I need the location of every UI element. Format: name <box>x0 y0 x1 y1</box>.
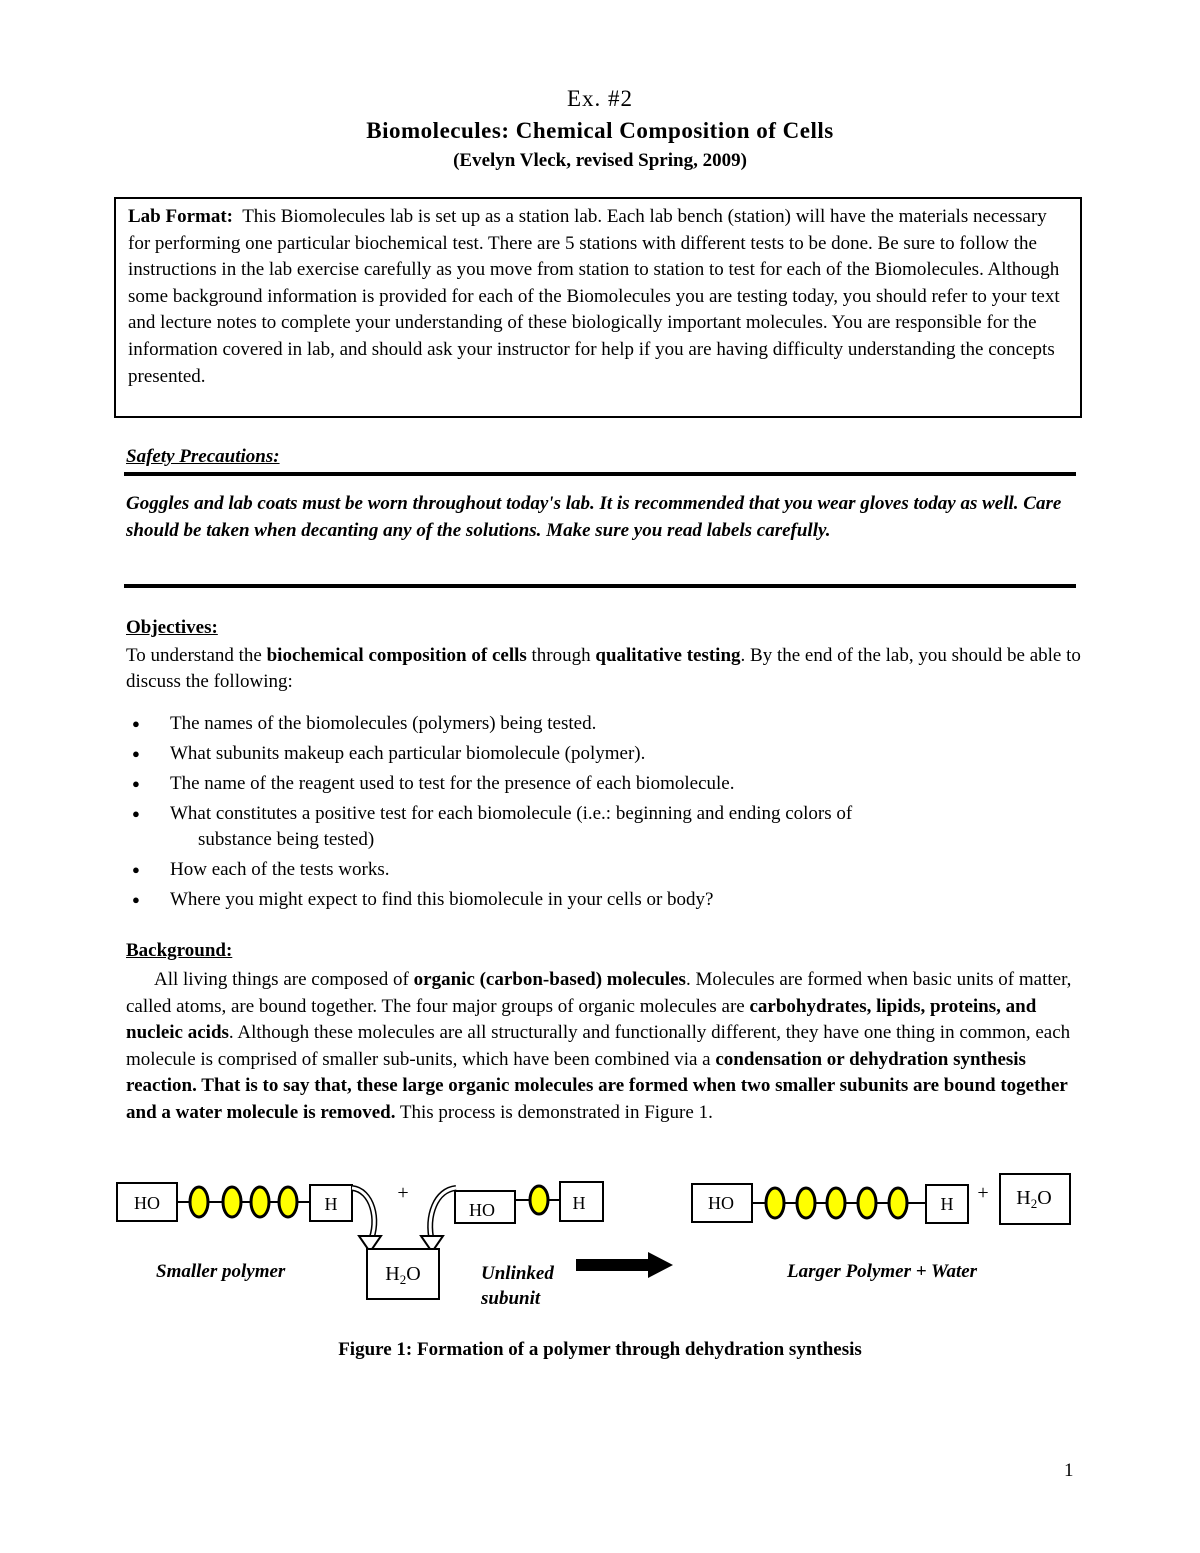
exercise-number: Ex. #2 <box>566 86 634 111</box>
objectives-intro-bold-1: biochemical composition of cells <box>266 645 527 666</box>
page-number: 1 <box>1064 1460 1074 1481</box>
label-smaller-polymer: Smaller polymer <box>156 1261 286 1282</box>
subunit-icon <box>251 1187 269 1217</box>
list-item-text: What constitutes a positive test for each biomolecule (i.e.: beginning and ending colors of <box>170 803 853 824</box>
lab-format-box <box>114 197 1082 418</box>
subunit-icon <box>530 1186 548 1214</box>
objectives-list <box>126 711 1076 917</box>
background-heading: Background: <box>126 940 233 961</box>
author-line: (Evelyn Vleck, revised Spring, 2009) <box>453 150 747 171</box>
objectives-intro-text-2: through <box>526 645 596 666</box>
list-item: ● The name of the reagent used to test for the presence of each biomolecule. <box>126 771 1076 797</box>
background-bold-1: organic (carbon-based) molecules <box>413 969 686 990</box>
h-label-middle: H <box>572 1193 586 1213</box>
ho-label-right: HO <box>708 1193 734 1213</box>
lab-format-label: Lab Format: <box>128 206 234 227</box>
list-item <box>126 801 1076 853</box>
ho-label-left: HO <box>134 1193 160 1213</box>
list-item: ● Where you might expect to find this biomolecule in your cells or body? <box>126 887 1076 913</box>
h-label-right: H <box>940 1194 954 1214</box>
figure-caption: Figure 1: Formation of a polymer through dehydration synthesis <box>338 1339 862 1360</box>
lab-format-text: This Biomolecules lab is set up as a station lab. Each lab bench (station) will have the materials necessary for performing one particular biochemical test. There are 5 stations with different tests to be done. Be sure to follow the instructions in the lab exercise carefully as you move from station to station to test for each of the Biomolecules. Although some background information is provided for each of the Biomolecules you are testing today, you should refer to your text and lecture notes to complete your understanding of these biologically important molecules. You are responsible for the information covered in lab, and should ask your instructor for help if you are having difficulty understanding the concepts presented. <box>128 206 1060 387</box>
safety-rule-bottom <box>124 584 1076 588</box>
background-text <box>126 967 1076 1127</box>
subunit-icon <box>223 1187 241 1217</box>
subunit-icon <box>889 1188 907 1218</box>
plus-sign-right: + <box>977 1182 989 1204</box>
subunit-icon <box>766 1188 784 1218</box>
subunit-icon <box>827 1188 845 1218</box>
list-item: ● What subunits makeup each particular biomolecule (polymer). <box>126 741 1076 767</box>
background-text-2: . Molecules are formed when basic units of matter, called atoms, are bound together. The four major groups of organic molecules are <box>126 969 1072 1017</box>
background-text-1: All living things are composed of <box>154 969 414 990</box>
objectives-intro-bold-2: qualitative testing <box>595 645 741 666</box>
dehydration-synthesis-diagram <box>0 1160 1200 1320</box>
label-larger-polymer: Larger Polymer + Water <box>787 1261 978 1282</box>
background-bold-3: condensation or dehydration synthesis reaction. That is to say that, these large organic molecules are formed when two smaller subunits are bound together and a water molecule is removed. <box>126 1048 1068 1123</box>
safety-text: Goggles and lab coats must be worn throughout today's lab. It is recommended that you wear gloves today as well. Care should be taken when decanting any of the solutions. Make sure you read labels carefully. <box>126 493 1062 541</box>
subunit-icon <box>797 1188 815 1218</box>
subunit-icon <box>190 1187 208 1217</box>
objectives-intro-text-1: To understand the <box>126 645 267 666</box>
label-unlinked-subunit: Unlinked subunit <box>481 1263 554 1309</box>
subunit-icon <box>279 1187 297 1217</box>
list-item: ● The names of the biomolecules (polymers) being tested. <box>126 711 1076 737</box>
water-label-middle: $H_2O$ <box>385 1263 421 1287</box>
list-item-continuation: substance being tested) <box>198 829 375 850</box>
objectives-heading: Objectives: <box>126 617 218 638</box>
objectives-intro-text-3: . By the end of the lab, you should be able to discuss the following: <box>126 645 1081 692</box>
list-item: ● How each of the tests works. <box>126 857 1076 883</box>
plus-sign: + <box>397 1182 409 1204</box>
page-title: Biomolecules: Chemical Composition of Cells <box>366 118 834 143</box>
subunit-icon <box>858 1188 876 1218</box>
water-label-right: $H_2O$ <box>1016 1187 1052 1211</box>
ho-label-middle: HO <box>469 1200 495 1220</box>
background-text-4: This process is demonstrated in Figure 1. <box>395 1101 713 1123</box>
background-text-3: . Although these molecules are all structurally and functionally different, they have one thing in common, each molecule is comprised of smaller sub-units, which have been combined via a <box>126 1022 1071 1070</box>
safety-heading: Safety Precautions: <box>126 446 280 467</box>
background-bold-2: carbohydrates, lipids, proteins, and nucleic acids <box>126 995 1037 1044</box>
objectives-intro <box>126 643 1081 695</box>
safety-rule-top <box>124 472 1076 476</box>
h-label-left: H <box>324 1194 338 1214</box>
